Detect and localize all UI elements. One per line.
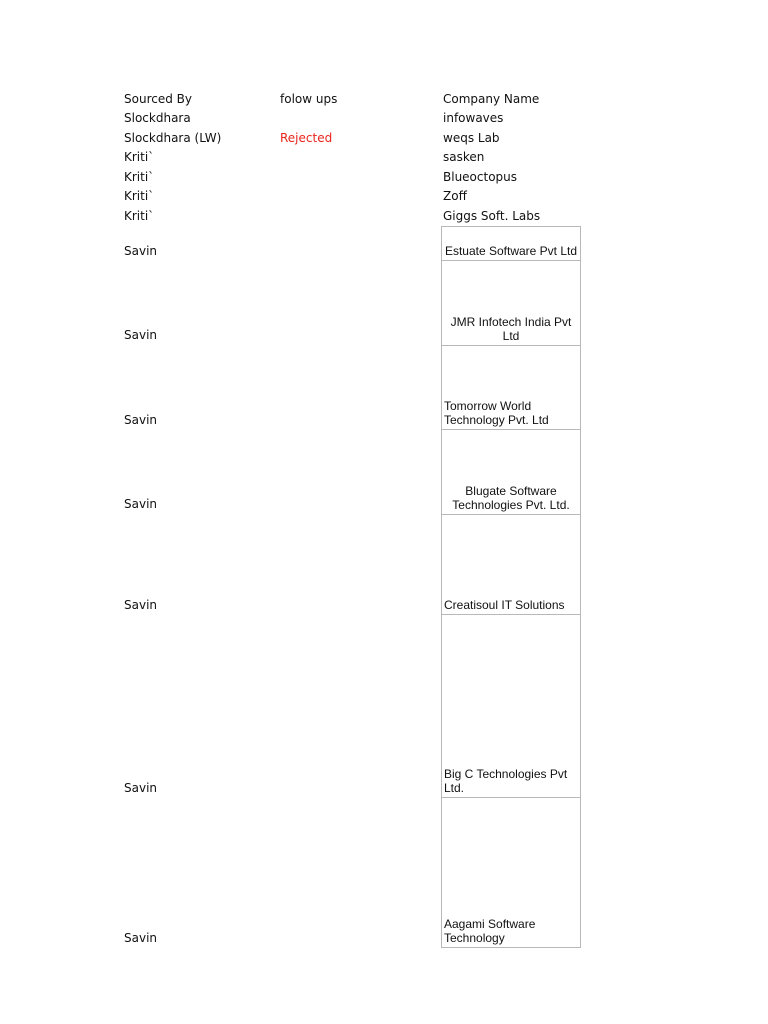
company-name-text: Creatisoul IT Solutions bbox=[444, 598, 565, 612]
company-name-text: Blugate Software Technologies Pvt. Ltd. bbox=[452, 484, 570, 512]
sourced-by-cell: Kriti` bbox=[124, 209, 155, 223]
company-name-text: Aagami Software Technology bbox=[444, 917, 536, 945]
sourced-by-cell: Kriti` bbox=[124, 150, 155, 164]
sourced-by-cell: Slockdhara (LW) bbox=[124, 131, 222, 145]
company-name-text: Big C Technologies Pvt Ltd. bbox=[444, 767, 568, 795]
company-cell: Blueoctopus bbox=[443, 170, 518, 184]
company-cell-boxed bbox=[441, 614, 581, 798]
company-name-text: Tomorrow World Technology Pvt. Ltd bbox=[444, 399, 549, 427]
company-cell-boxed bbox=[441, 226, 581, 261]
sourced-by-cell: Savin bbox=[124, 781, 158, 795]
sourced-by-cell: Savin bbox=[124, 497, 158, 511]
sourced-by-cell: Savin bbox=[124, 931, 158, 945]
company-cell: sasken bbox=[443, 150, 485, 164]
company-cell-boxed bbox=[441, 797, 581, 948]
company-cell: Zoff bbox=[443, 189, 467, 203]
company-cell: infowaves bbox=[443, 111, 504, 125]
company-cell-boxed bbox=[441, 260, 581, 346]
company-cell: Giggs Soft. Labs bbox=[443, 209, 541, 223]
sourced-by-cell: Savin bbox=[124, 598, 158, 612]
sourced-by-cell: Slockdhara bbox=[124, 111, 191, 125]
company-cell: weqs Lab bbox=[443, 131, 500, 145]
header-follow-ups: folow ups bbox=[280, 92, 338, 106]
company-cell-boxed bbox=[441, 345, 581, 430]
company-cell-boxed bbox=[441, 514, 581, 615]
sourced-by-cell: Kriti` bbox=[124, 189, 155, 203]
sourced-by-cell: Kriti` bbox=[124, 170, 155, 184]
sourced-by-cell: Savin bbox=[124, 244, 158, 258]
header-company-name: Company Name bbox=[443, 92, 540, 106]
company-name-text: JMR Infotech India Pvt Ltd bbox=[450, 315, 572, 343]
header-sourced-by: Sourced By bbox=[124, 92, 192, 106]
company-cell-boxed bbox=[441, 429, 581, 515]
sourced-by-cell: Savin bbox=[124, 413, 158, 427]
company-name-text: Estuate Software Pvt Ltd bbox=[444, 244, 578, 258]
sourced-by-cell: Savin bbox=[124, 328, 158, 342]
follow-up-status: Rejected bbox=[280, 131, 333, 145]
